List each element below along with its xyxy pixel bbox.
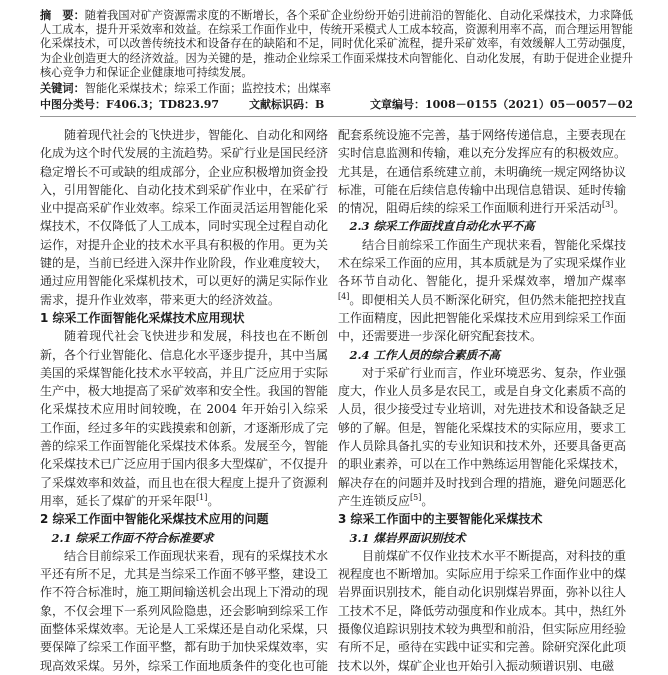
section-1-heading: 1 综采工作面智能化采煤技术应用现状: [40, 310, 245, 325]
section-2-4-end: 。: [421, 493, 434, 508]
section-2-3-text: 结合目前综采工作面生产现状来看，智能化采煤技术在综采工作面的应用，其本质就是为了实现采煤作业各环节自动化、智能化，提升采煤效率，增加产煤率: [338, 237, 627, 289]
section-2-4-heading: 2.4 工作人员的综合素质不高: [349, 347, 501, 362]
section-3-1-heading: 3.1 煤岩界面识别技术: [349, 530, 466, 545]
keywords-line: [40, 81, 636, 96]
abstract-block: [40, 8, 636, 96]
section-2-2-text: 配套系统设施不完善，基于网络传递信息，主要表现在实时信息监测和传输，难以充分发挥应有的积极效应。尤其是，在通信系统建立前，未明确统一规定网络协议标准，可能在后续信息传输中出现信息错误、延时传输的情况，阻碍后续的综采工作面顺利进行开采活动: [338, 128, 627, 216]
section-3-heading: 3 综采工作面中的主要智能化采煤技术: [338, 512, 543, 527]
section-2-3-end: 。即便相关人员不断深化研究，但仍然未能把控找直工作面精度，因此把智能化采煤技术应用到综采工作面中，还需要进一步深化研究配套技术。: [338, 292, 627, 344]
citation-3: [3]: [602, 200, 614, 210]
intro-paragraph: 随着现代社会的飞快进步，智能化、自动化和网络化成为这个时代发展的主流趋势。采矿行业是国民经济稳定增长不可或缺的组成部分，企业应积极增加资金投入，引用智能化、自动化技术到采矿作业中，在采矿行业中提高采矿作业效率。综采工作面灵活运用智能化采煤技术，不仅降低了人工成本，同时实现全过程自动化运作，对提升企业的技术水平具有积极的作用。更为关键的是，当前已经进入深井作业阶段，作业难度较大，通过应用智能化采煤机技术，可以更好的满足实际作业需求，提升作业效率，带来更大的经济效益。: [40, 128, 329, 307]
keywords-text: 智能化采煤技术；综采工作面；监控技术；出煤率: [84, 82, 331, 96]
article-meta: [40, 96, 636, 112]
abstract-text: 随着我国对矿产资源需求度的不断增长，各个采矿企业纷纷开始引进前沿的智能化、自动化采煤技术，力求降低人工成本，提升开采效率和效益。在综采工作面作业中，传统开采模式人工成本较高，资源利用率不高，而合理运用智能化采煤技术，可以改善传统技术和设备存在的缺陷和不足，同时优化采矿流程，提升采矿效率，有效缓解人工劳动强度，为企业创造更大的经济效益。因为关键的是，推动企业综采工作面采煤技术向智能化、自动化发展，有助于促进企业提升核心竞争力和保证企业健康地可持续发展。: [40, 9, 633, 79]
keywords-label: 关键词：: [40, 81, 85, 96]
section-3-1-paragraph: 目前煤矿不仅作业技术水平不断提高，对科技的重视程度也不断增加。实际应用于综采工作面作业中的煤岩界面识别技术，能自动化识别煤岩界面，弥补以往人工技术不足，降低劳动强度和作业成本。其中，热红外摄像仪追踪识别技术较为典型和前沿，但实际应用经验有所不足，亟待在实践中证实和完善。除研究深化此项技术以外，煤矿企业也开始引入振动频谱识别、电磁: [338, 548, 627, 673]
section-1-text: 随着现代社会飞快进步和发展，科技也在不断创新，各个行业智能化、信息化水平逐步提升，其中当属美国的采煤智能化技术水平较高，并且广泛应用于实际生产中，极大地提高了采矿效率和安全性。我国的智能化采煤技术应用时间较晚，在 2004 年开始引入综采工作面，经过多年的实践摸索和创新，才逐渐形成了完善的综采工作面智能化采煤技术体系。发展至今，智能化采煤技术已广泛应用于国内很多大型煤矿，不仅提升了采煤效率和效益，而且也在很大程度上提升了资源利用率，延长了煤矿的开采年限: [40, 329, 329, 508]
section-1-paragraph: [40, 327, 328, 510]
citation-4: [4]: [338, 291, 350, 301]
abstract-label: 摘 要：: [40, 8, 85, 22]
section-2-3-heading: 2.3 综采工作面找直自动化水平不高: [349, 219, 535, 234]
clc-number: 中图分类号：F406.3；TD823.97: [40, 98, 220, 111]
article-number: 文章编号：1008－0155（2021）05－0057－02: [370, 98, 634, 111]
section-2-heading: 2 综采工作面中智能化采煤技术应用的问题: [40, 512, 269, 527]
section-2-1-heading: 2.1 综采工作面不符合标准要求: [51, 530, 214, 545]
document-code: 文献标识码：B: [249, 98, 325, 111]
section-2-2-end: 。: [613, 201, 626, 216]
right-column: [338, 126, 626, 675]
citation-1: [1]: [196, 492, 208, 502]
section-1-end: 。: [207, 493, 220, 508]
section-2-4-text: 对于采矿行业而言，作业环境恶劣、复杂，作业强度大，作业人员多是农民工，或是自身文化素质不高的人员，很少接受过专业培训，对先进技术和设备缺乏足够的了解。但是，智能化采煤技术的实际应用，要求工作人员除具备扎实的专业知识和技术外，还要具备更高的职业素养，可以在工作中熟练运用智能化采煤技术，解决存在的问题并及时找到合理的措施，避免问题恶化产生连锁反应: [338, 365, 627, 508]
abstract-paragraph: [40, 8, 636, 80]
left-column: [40, 126, 328, 675]
meta-divider: [40, 116, 636, 117]
section-2-1-paragraph: 结合目前综采工作面现状来看，现有的采煤技术水平还有所不足，尤其是当综采工作面不够平整，建设工作不符合标准时，施工期间输送机会出现上下滑动的现象，不仅会埋下一系列风险隐患，还会影响到综采工作面整体采煤效率。无论是人工采煤还是自动化采煤，只要保障了综采工作面平整，都有助于加快采煤效率，实现高效采煤。另外，综采工作面地质条件的变化也可能: [40, 548, 329, 673]
section-2-3-paragraph: [338, 236, 626, 346]
citation-5: [5]: [410, 492, 422, 502]
section-2-4-paragraph: [338, 364, 626, 510]
section-2-2-continued-paragraph: [338, 126, 626, 217]
